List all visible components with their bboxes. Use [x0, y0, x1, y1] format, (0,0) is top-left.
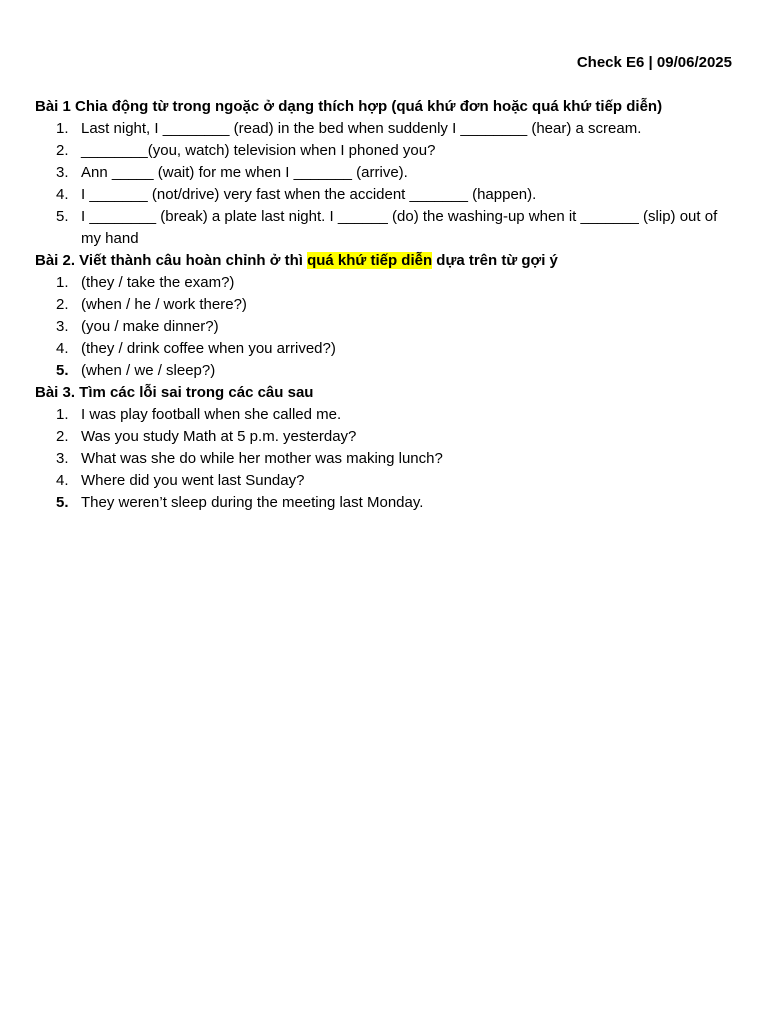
- list-item: [35, 448, 735, 470]
- list-item: [35, 492, 735, 514]
- item-text: (when / he / work there?): [81, 296, 247, 313]
- list-item: [35, 404, 735, 426]
- section-3-title: Bài 3. Tìm các lỗi sai trong các câu sau: [35, 384, 314, 401]
- list-item: [35, 140, 735, 162]
- list-item: [35, 470, 735, 492]
- list-item: [35, 118, 735, 140]
- item-text: ________(you, watch) television when I phoned you?: [81, 142, 436, 159]
- item-number: 5.: [56, 494, 69, 511]
- list-item: [35, 316, 735, 338]
- item-number: 4.: [56, 472, 69, 489]
- section-2-list: [35, 272, 735, 382]
- list-item: [35, 206, 735, 250]
- item-text: (you / make dinner?): [81, 318, 219, 335]
- item-number: 1.: [56, 274, 69, 291]
- item-number: 5.: [56, 208, 69, 225]
- list-item: [35, 272, 735, 294]
- item-number: 3.: [56, 318, 69, 335]
- item-number: 3.: [56, 450, 69, 467]
- section-2-title: [35, 250, 735, 272]
- item-text: Was you study Math at 5 p.m. yesterday?: [81, 428, 357, 445]
- item-text: I ________ (break) a plate last night. I ______ (do) the washing-up when it _______ (slip) out of my hand: [81, 208, 718, 247]
- worksheet-content: [35, 96, 735, 514]
- item-text: (they / drink coffee when you arrived?): [81, 340, 336, 357]
- list-item: [35, 294, 735, 316]
- item-number: 2.: [56, 142, 69, 159]
- item-number: 3.: [56, 164, 69, 181]
- item-text: Last night, I ________ (read) in the bed when suddenly I ________ (hear) a scream.: [81, 120, 642, 137]
- section-1-title: Bài 1 Chia động từ trong ngoặc ở dạng thích hợp (quá khứ đơn hoặc quá khứ tiếp diễn): [35, 98, 663, 115]
- item-number: 1.: [56, 120, 69, 137]
- section-3-list: [35, 404, 735, 514]
- item-number: 2.: [56, 428, 69, 445]
- item-text: (when / we / sleep?): [81, 362, 216, 379]
- list-item: [35, 338, 735, 360]
- item-number: 5.: [56, 362, 69, 379]
- item-text: What was she do while her mother was making lunch?: [81, 450, 443, 467]
- list-item: [35, 360, 735, 382]
- highlighted-tense: quá khứ tiếp diễn: [307, 252, 433, 269]
- item-text: Ann _____ (wait) for me when I _______ (arrive).: [81, 164, 408, 181]
- item-text: They weren’t sleep during the meeting last Monday.: [81, 494, 424, 511]
- list-item: [35, 184, 735, 206]
- section-1-list: [35, 118, 735, 250]
- section-2-title-start: Bài 2. Viết thành câu hoàn chỉnh ở thì: [35, 252, 308, 269]
- list-item: [35, 162, 735, 184]
- item-text: I _______ (not/drive) very fast when the accident _______ (happen).: [81, 186, 537, 203]
- item-number: 1.: [56, 406, 69, 423]
- item-text: (they / take the exam?): [81, 274, 235, 291]
- list-item: [35, 426, 735, 448]
- section-2-title-end: dựa trên từ gợi ý: [432, 252, 558, 269]
- item-text: I was play football when she called me.: [81, 406, 342, 423]
- item-text: Where did you went last Sunday?: [81, 472, 305, 489]
- item-number: 2.: [56, 296, 69, 313]
- document-header: Check E6 | 09/06/2025: [576, 54, 732, 71]
- item-number: 4.: [56, 340, 69, 357]
- item-number: 4.: [56, 186, 69, 203]
